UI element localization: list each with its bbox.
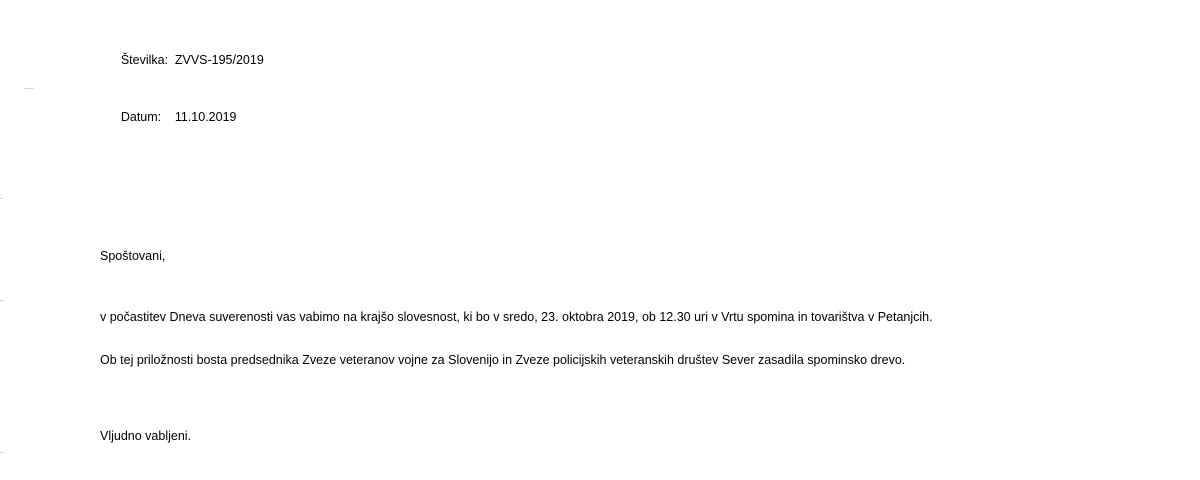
edge-mark: [0, 452, 5, 453]
document-number-label: Številka:: [120, 53, 169, 67]
document-date-value: 11.10.2019: [174, 110, 237, 124]
edge-mark: [0, 198, 3, 199]
document-date-label: Datum:: [120, 110, 162, 124]
paragraph-tree-planting: Ob tej priložnosti bosta predsednika Zveze veteranov vojne za Slovenijo in Zveze policijskih veteranskih društev Sever zasadila spominsko drevo.: [100, 353, 906, 367]
document-number-line: [100, 32, 1095, 89]
document-body: [100, 32, 1095, 445]
document-date-line: [100, 89, 1095, 146]
edge-mark: [24, 88, 34, 89]
paragraph-invitation: v počastitev Dneva suverenosti vas vabimo na krajšo slovesnost, ki bo v sredo, 23. oktobra 2019, ob 12.30 uri v Vrtu spomina in tovarištva v Petanjcih.: [100, 310, 933, 324]
closing-text: Vljudno vabljeni.: [100, 429, 192, 443]
page-edge-marks: [0, 0, 40, 480]
edge-mark: [0, 300, 4, 301]
salutation-text: Spoštovani,: [100, 249, 166, 263]
document-number-value: ZVVS-195/2019: [174, 53, 264, 67]
